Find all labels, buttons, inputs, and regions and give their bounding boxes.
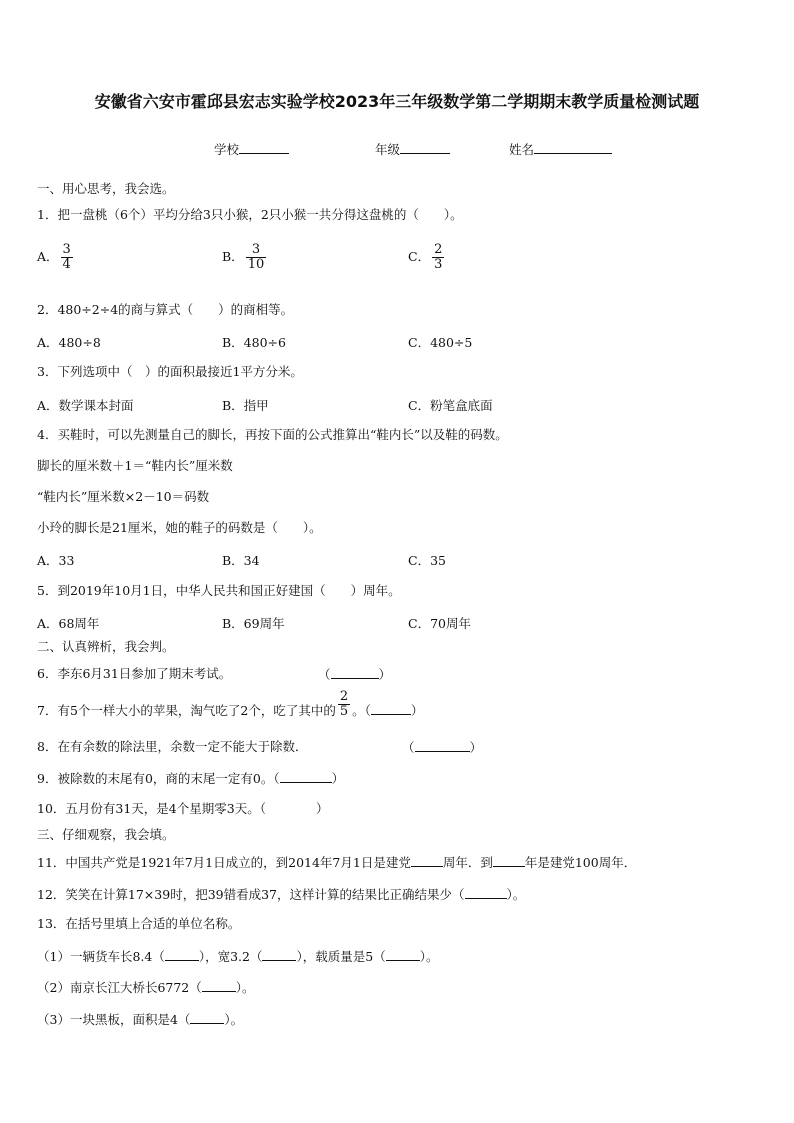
q13-l1-text-d: ）。	[419, 949, 439, 964]
q13-line-2	[37, 979, 255, 996]
denominator: 10	[247, 257, 265, 272]
q4-question: 小玲的脚长是21厘米，她的鞋子的码数是（ ）。	[37, 520, 322, 535]
question-6	[37, 666, 231, 682]
numerator: 3	[62, 242, 71, 257]
question-9	[37, 770, 344, 787]
q2-option-c[interactable]: C．480÷5	[408, 335, 473, 350]
q13-l2-text-b: ）。	[235, 980, 255, 995]
question-11	[37, 854, 636, 871]
q12-blank[interactable]	[465, 886, 507, 899]
q6-paren-open: （	[318, 667, 331, 682]
q6-text: 6．李东6月31日参加了期末考试。	[37, 666, 232, 681]
q5-option-b[interactable]: B．69周年	[222, 616, 285, 631]
q4-formula-1: 脚长的厘米数＋1＝“鞋内长”厘米数	[37, 458, 233, 473]
q13-l2-text-a: （2）南京长江大桥长6772（	[37, 980, 202, 995]
question-13: 13．在括号里填上合适的单位名称。	[37, 916, 241, 931]
q2-option-a[interactable]: A．480÷8	[37, 335, 101, 350]
q3-option-a[interactable]: A．数学课本封面	[37, 398, 134, 413]
name-field	[509, 141, 612, 158]
q2-option-b[interactable]: B．480÷6	[222, 335, 286, 350]
fraction	[338, 690, 350, 719]
q6-blank[interactable]	[331, 666, 379, 679]
question-7	[37, 689, 424, 719]
q13-l1-text-b: ），宽3.2（	[198, 949, 263, 964]
question-10: 10．五月份有31天，是4个星期零3天。（ ）	[37, 801, 329, 816]
q8-answer[interactable]	[402, 739, 482, 756]
q13-l2-blank[interactable]	[202, 979, 236, 992]
q7-text-a: 7．有5个一样大小的苹果，淘气吃了2个，吃了其中的	[37, 703, 336, 718]
fraction	[246, 243, 267, 272]
q8-blank[interactable]	[415, 739, 470, 752]
q13-line-1	[37, 948, 438, 965]
q1-option-b-label: B．	[222, 249, 244, 264]
q13-l1-blank-2[interactable]	[262, 948, 296, 961]
q1-option-a[interactable]	[37, 243, 75, 272]
grade-field	[375, 141, 450, 158]
q13-l3-blank[interactable]	[190, 1011, 224, 1024]
q6-paren-close: ）	[378, 667, 392, 682]
q8-paren-open: （	[402, 740, 415, 755]
q9-blank[interactable]	[280, 770, 332, 783]
school-blank[interactable]	[239, 141, 289, 154]
q9-text: 9．被除数的末尾有0，商的末尾一定有0。（	[37, 771, 280, 786]
name-label: 姓名	[509, 142, 535, 157]
q13-l1-text-c: ），载质量是5（	[296, 949, 386, 964]
school-field	[214, 141, 289, 158]
q11-text-b: 周年．到	[442, 855, 493, 870]
numerator: 2	[434, 242, 443, 257]
q3-option-c[interactable]: C．粉笔盒底面	[408, 398, 493, 413]
page-title: 安徽省六安市霍邱县宏志实验学校2023年三年级数学第二学期期末教学质量检测试题	[94, 92, 700, 111]
q13-l1-blank-3[interactable]	[386, 948, 420, 961]
q13-line-3	[37, 1011, 243, 1028]
numerator: 3	[251, 242, 261, 257]
q9-paren-close: ）	[331, 771, 345, 786]
q11-blank-1[interactable]	[411, 854, 443, 867]
question-2: 2．480÷2÷4的商与算式（ ）的商相等。	[37, 302, 294, 317]
q4-option-b[interactable]: B．34	[222, 553, 260, 568]
q13-l1-blank-1[interactable]	[165, 948, 199, 961]
q8-text: 8．在有余数的除法里，余数一定不能大于除数．	[37, 739, 308, 754]
q7-blank[interactable]	[371, 702, 411, 715]
q1-option-c-label: C．	[408, 249, 431, 264]
q1-option-c[interactable]	[408, 243, 446, 272]
q13-l3-text-b: ）。	[224, 1012, 244, 1027]
q6-answer[interactable]	[318, 666, 391, 683]
fraction	[61, 243, 73, 272]
denominator: 5	[339, 704, 349, 719]
question-1: 1．把一盘桃（6个）平均分给3只小猴，2只小猴一共分得这盘桃的（ ）。	[37, 207, 463, 222]
q7-paren-close: ）	[410, 703, 424, 718]
q12-text-b: ）。	[506, 887, 526, 902]
question-5: 5．到2019年10月1日，中华人民共和国正好建国（ ）周年。	[37, 583, 401, 598]
q11-text-c: 年是建党100周年．	[524, 855, 637, 870]
section-1-heading: 一、用心思考，我会选。	[37, 181, 175, 196]
grade-label: 年级	[375, 142, 401, 157]
fraction	[432, 243, 444, 272]
q3-option-b[interactable]: B．指甲	[222, 398, 269, 413]
school-label: 学校	[214, 142, 240, 157]
numerator: 2	[339, 689, 349, 704]
q11-blank-2[interactable]	[493, 854, 525, 867]
q1-option-a-label: A．	[37, 249, 59, 264]
q5-option-a[interactable]: A．68周年	[37, 616, 100, 631]
denominator: 3	[434, 257, 443, 272]
q5-option-c[interactable]: C．70周年	[408, 616, 471, 631]
section-2-heading: 二、认真辨析，我会判。	[37, 639, 175, 654]
q11-text-a: 11．中国共产党是1921年7月1日成立的，到2014年7月1日是建党	[37, 855, 411, 870]
q8-paren-close: ）	[469, 740, 483, 755]
section-3-heading: 三、仔细观察，我会填。	[37, 827, 175, 842]
q1-option-b[interactable]	[222, 243, 268, 272]
denominator: 4	[62, 257, 71, 272]
question-4: 4．买鞋时，可以先测量自己的脚长，再按下面的公式推算出“鞋内长”以及鞋的码数。	[37, 427, 508, 442]
q4-formula-2: “鞋内长”厘米数×2－10＝码数	[37, 489, 210, 504]
question-8	[37, 739, 307, 755]
name-blank[interactable]	[534, 141, 612, 154]
q7-text-b: 。（	[352, 703, 371, 718]
grade-blank[interactable]	[400, 141, 450, 154]
question-3: 3．下列选项中（ ）的面积最接近1平方分米。	[37, 364, 303, 379]
question-12	[37, 886, 525, 903]
q13-l3-text-a: （3）一块黑板，面积是4（	[37, 1012, 191, 1027]
q4-option-a[interactable]: A．33	[37, 553, 75, 568]
q12-text-a: 12．笑笑在计算17×39时，把39错看成37，这样计算的结果比正确结果少（	[37, 887, 465, 902]
q4-option-c[interactable]: C．35	[408, 553, 446, 568]
q13-l1-text-a: （1）一辆货车长8.4（	[37, 949, 165, 964]
